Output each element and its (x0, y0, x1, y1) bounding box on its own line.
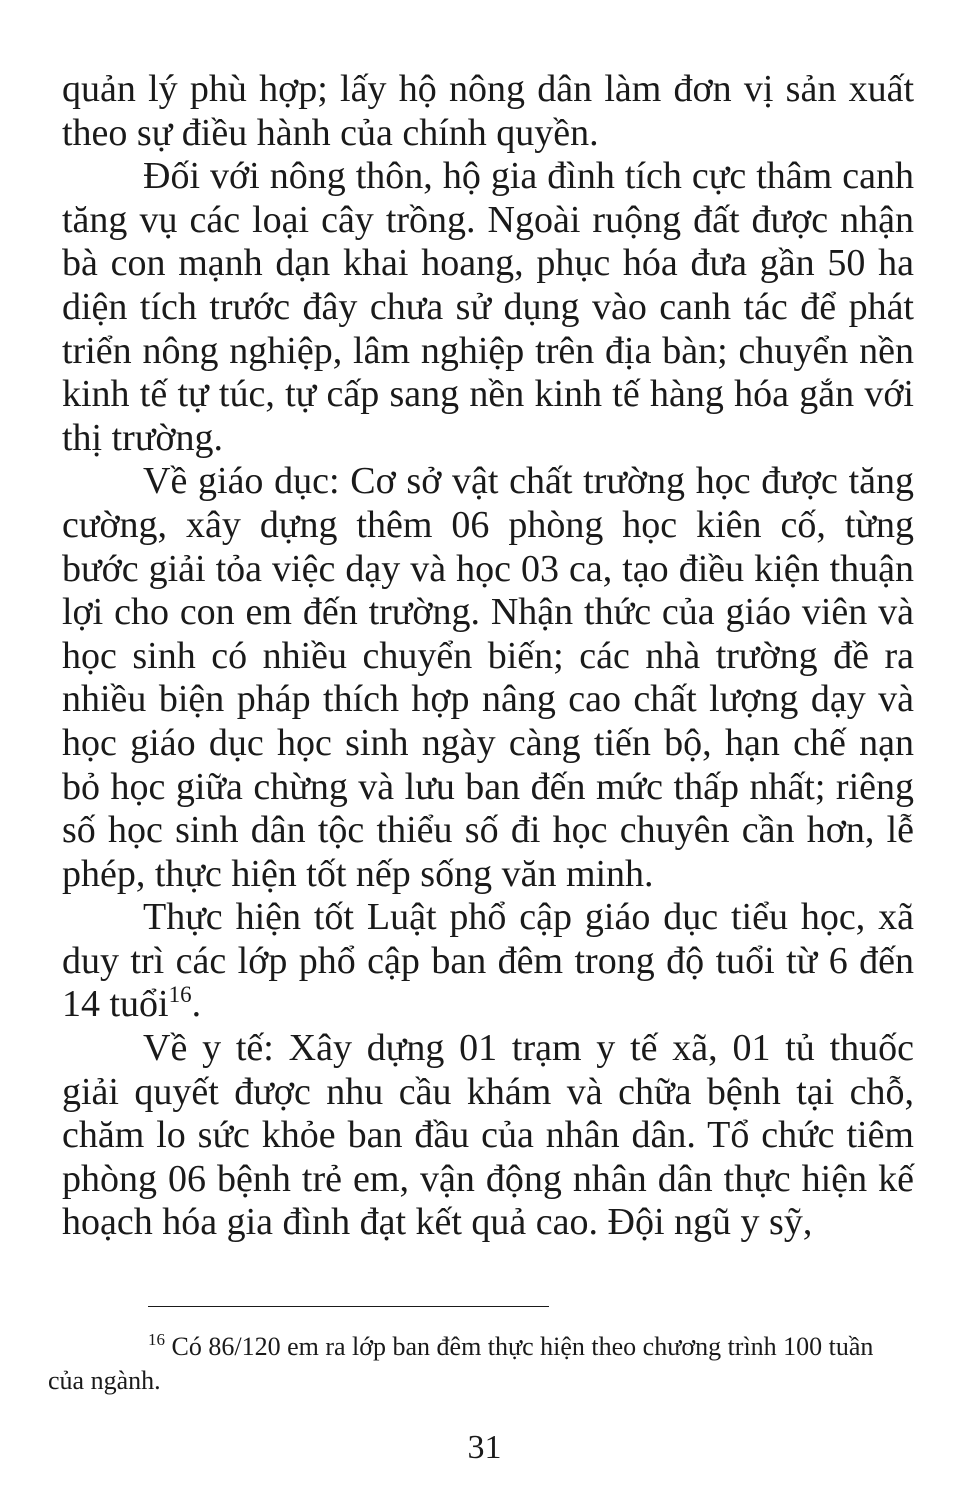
footnote-number: 16 (148, 1330, 165, 1349)
body-text (62, 68, 914, 1245)
paragraph-universal-education-tail: . (191, 983, 202, 1026)
footnote (48, 1330, 914, 1398)
paragraph-universal-education-text: Thực hiện tốt Luật phổ cập giáo dục tiểu học, xã duy trì các lớp phổ cập ban đêm trong độ tuổi từ 6 đến 14 tuổi (62, 896, 914, 1026)
paragraph-continuation: quản lý phù hợp; lấy hộ nông dân làm đơn vị sản xuất theo sự điều hành của chính quyền. (62, 68, 914, 154)
paragraph-healthcare: Về y tế: Xây dựng 01 trạm y tế xã, 01 tủ thuốc giải quyết được nhu cầu khám và chữa bệnh tại chỗ, chăm lo sức khỏe ban đầu của nhân dân. Tổ chức tiêm phòng 06 bệnh trẻ em, vận động nhân dân thực hiện kế hoạch hóa gia đình đạt kết quả cao. Đội ngũ y sỹ, (62, 1027, 914, 1244)
footnote-divider (148, 1306, 549, 1307)
footnote-text (48, 1330, 914, 1398)
footnote-reference: 16 (168, 982, 192, 1008)
footnote-body: Có 86/120 em ra lớp ban đêm thực hiện theo chương trình 100 tuần của ngành. (48, 1332, 874, 1395)
paragraph-education: Về giáo dục: Cơ sở vật chất trường học được tăng cường, xây dựng thêm 06 phòng học kiên cố, từng bước giải tỏa việc dạy và học 03 ca, tạo điều kiện thuận lợi cho con em đến trường. Nhận thức của giáo viên và học sinh có nhiều chuyển biến; các nhà trường đề ra nhiều biện pháp thích hợp nâng cao chất lượng dạy và học giáo dục học sinh ngày càng tiến bộ, hạn chế nạn bỏ học giữa chừng và lưu ban đến mức thấp nhất; riêng số học sinh dân tộc thiểu số đi học chuyên cần hơn, lễ phép, thực hiện tốt nếp sống văn minh. (62, 460, 914, 895)
page-number: 31 (467, 1429, 502, 1466)
paragraph-universal-education (62, 896, 914, 1027)
paragraph-rural-economy: Đối với nông thôn, hộ gia đình tích cực thâm canh tăng vụ các loại cây trồng. Ngoài ruộng đất được nhận bà con mạnh dạn khai hoang, phục hóa đưa gần 50 ha diện tích trước đây chưa sử dụng vào canh tác để phát triển nông nghiệp, lâm nghiệp trên địa bàn; chuyển nền kinh tế tự túc, tự cấp sang nền kinh tế hàng hóa gắn với thị trường. (62, 155, 914, 459)
